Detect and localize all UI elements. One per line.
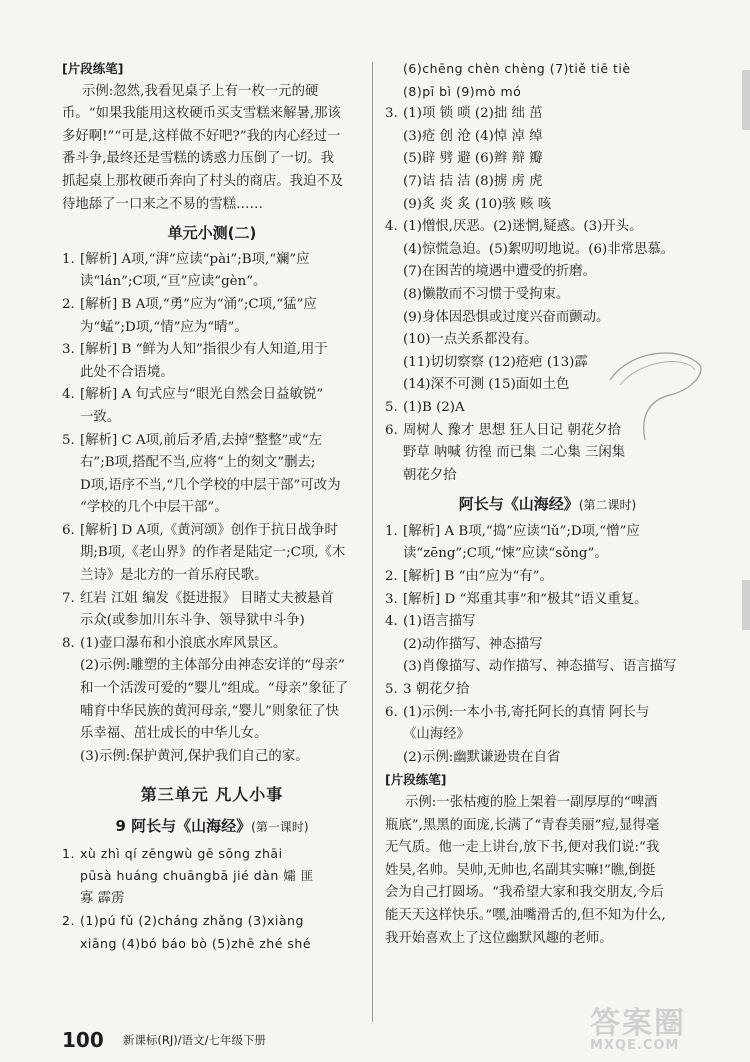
unit-heading: 第三单元 凡人小事	[140, 785, 284, 805]
answer-text: (1)B (2)A	[403, 399, 465, 415]
answer-number: 2.	[62, 296, 75, 312]
paragraph-line: 抓起桌上那枚硬币奔向了村头的商店。我迫不及	[62, 173, 344, 189]
answer-text: (1)憎恨,厌恶。(2)迷惘,疑惑。(3)开头。	[403, 219, 643, 235]
answer-text: (1)示例:一本小书,寄托阿长的真情 阿长与	[403, 704, 650, 720]
watermark-logo	[590, 998, 740, 1058]
answer-number: 8.	[62, 635, 75, 651]
lesson-title: 阿长与《山海经》	[458, 495, 579, 514]
left-column	[62, 58, 362, 956]
answer-number: 5.	[62, 432, 75, 448]
answer-item	[62, 294, 362, 317]
answer-number: 3.	[385, 591, 398, 607]
paragraph-line: 示例:忽然,我看见桌子上有一枚一元的硬	[82, 83, 319, 99]
answer-continuation: (8)pī bì (9)mò mó	[403, 83, 522, 99]
paragraph-line: 会为自己打圆场。“我希望大家和我交朋友,今后	[385, 885, 664, 901]
paragraph-line: 币。“如果我能用这枚硬币买支雪糕来解暑,那该	[62, 106, 341, 122]
answer-text: [解析] A B项,“捣”应读“lǔ”;D项,“憎”应	[403, 523, 640, 539]
answer-continuation: 朝花夕拾	[403, 467, 457, 483]
watermark-sub: MXQE.COM	[590, 1038, 680, 1053]
answer-continuation: 《山海经》	[403, 727, 470, 743]
answer-item	[385, 103, 710, 126]
answer-number: 6.	[62, 522, 75, 538]
answer-continuation: pūsà huáng chuāngbā jié dàn 孀 匪	[80, 868, 314, 884]
paragraph-line: 我开始喜欢上了这位幽默风趣的老师。	[385, 930, 613, 946]
answer-item	[62, 384, 362, 407]
practice-tag: [片段练笔]	[385, 772, 447, 788]
answer-text: [解析] C A项,前后矛盾,去掉“整整”或“左	[80, 432, 323, 448]
practice-tag: [片段练笔]	[62, 61, 124, 76]
answer-text: [解析] B A项,“勇”应为“涌”;C项,“猛”应	[80, 296, 317, 312]
answer-text: (1)壶口瀑布和小浪底水库风景区。	[80, 635, 287, 651]
answer-item	[62, 249, 362, 272]
answer-continuation: 一致。	[80, 409, 121, 425]
right-column	[385, 58, 710, 950]
lesson-heading	[385, 493, 710, 517]
answer-continuation: 乐幸福、茁壮成长的中华儿女。	[80, 726, 268, 742]
answer-continuation: (14)深不可测 (15)面如土色	[403, 377, 570, 393]
answer-text: (1)语言描写	[403, 614, 476, 630]
answer-number: 2.	[385, 569, 398, 585]
answer-text: 周树人 豫才 思想 狂人日记 朝花夕拾	[403, 422, 621, 438]
pencil-scribble-mark	[600, 340, 710, 450]
answer-continuation: (2)示例:幽默谦逊贵在自省	[403, 749, 561, 765]
answer-continuation: xiāng (4)bó báo bò (5)zhē zhé shé	[80, 935, 312, 951]
answer-continuation: (9)身体因恐惧或过度兴奋而颤动。	[403, 309, 610, 325]
answer-number: 1.	[385, 523, 398, 539]
paragraph-line: 待地舔了一口来之不易的雪糕……	[62, 196, 263, 212]
answer-item	[385, 611, 710, 634]
answer-number: 7.	[62, 590, 75, 606]
answer-item	[62, 910, 362, 933]
answer-number: 5.	[385, 682, 398, 698]
paragraph-line: 姓吴,名帅。吴帅,无帅也,名副其实嘛!”瞧,倒挺	[385, 862, 656, 878]
answer-continuation: D项,语序不当,“几个学校的中层干部”可改为	[80, 477, 341, 493]
answer-item	[62, 339, 362, 362]
lesson-title: 9 阿长与《山海经》	[115, 817, 252, 835]
column-divider	[372, 62, 373, 1022]
answer-continuation: (7)诘 拮 洁 (8)掳 虏 虎	[403, 173, 543, 189]
answer-text: 3 朝花夕拾	[403, 682, 470, 698]
answer-number: 4.	[62, 387, 75, 403]
answer-continuation: (8)懒散而不习惯于受拘束。	[403, 286, 570, 302]
answer-item	[385, 216, 710, 239]
answer-item	[62, 430, 362, 453]
paragraph-line: 无气质。他一走上讲台,放下书,便对我们说:“我	[385, 840, 660, 856]
section-heading: 单元小测(二)	[167, 224, 257, 243]
answer-continuation: (5)辟 劈 避 (6)辫 辩 瓣	[403, 151, 543, 167]
answer-item	[385, 521, 710, 544]
answer-continuation: 读“lán”;C项,“亘”应读“gèn”。	[80, 274, 267, 290]
answer-item	[62, 588, 362, 611]
answer-continuation: (7)在困苦的境遇中遭受的折磨。	[403, 264, 597, 280]
lesson-period: (第一课时)	[251, 820, 309, 834]
answer-number: 1.	[62, 845, 75, 861]
paragraph-line: 番斗争,最终还是雪糕的诱惑力压倒了一切。我	[62, 151, 335, 167]
lesson-period: (第二课时)	[578, 498, 637, 513]
answer-continuation: (10)一点关系都没有。	[403, 332, 538, 348]
answer-continuation: (11)切切察察 (12)疮疤 (13)霹	[403, 354, 588, 370]
book-info: 新课标(RJ)/语文/七年级下册	[122, 1033, 266, 1047]
answer-continuation: (3)示例:保护黄河,保护我们自己的家。	[80, 748, 309, 764]
answer-item	[62, 633, 362, 656]
answer-continuation: (2)动作描写、神态描写	[403, 636, 543, 652]
watermark-main: 答案圈	[590, 1006, 686, 1041]
answer-number: 5.	[385, 399, 398, 415]
answer-continuation: 此处不合语境。	[80, 364, 174, 380]
lesson-heading	[62, 815, 362, 839]
answer-number: 3.	[62, 342, 75, 358]
answer-continuation: 右”;B项,搭配不当,应将“上的刻文”删去;	[80, 455, 316, 471]
answer-number: 6.	[385, 704, 398, 720]
paragraph-line: 瓶底”,黑黑的面庞,长满了“青春美丽”痘,显得毫	[385, 817, 660, 833]
answer-item	[385, 702, 710, 725]
answer-continuation: 兰诗》是北方的一首乐府民歌。	[80, 568, 268, 584]
answer-continuation: (4)惊慌急迫。(5)絮叨叨地说。(6)非常思慕。	[403, 241, 675, 257]
answer-continuation: (2)示例:雕塑的主体部分由神态安详的“母亲”	[80, 658, 345, 674]
answer-number: 4.	[385, 614, 398, 630]
answer-number: 6.	[385, 422, 398, 438]
scan-edge-mark	[742, 580, 750, 630]
answer-continuation: “学校的几个中层干部”。	[80, 500, 228, 516]
answer-continuation: 读“zēng”;C项,“悚”应读“sǒng”。	[403, 546, 608, 562]
answer-text: [解析] B “鲜为人知”指很少有人知道,用于	[80, 342, 328, 358]
paragraph-line: 能天天这样快乐。”嘿,油嘴滑舌的,但不知为什么,	[385, 907, 666, 923]
page-number: 100	[62, 1028, 104, 1052]
answer-item	[385, 566, 710, 589]
answer-number: 3.	[385, 106, 398, 122]
answer-number: 2.	[62, 913, 75, 929]
paragraph-line: 多好啊!”“可是,这样做不好吧?”我的内心经过一	[62, 128, 341, 144]
page-footer	[62, 1028, 266, 1052]
answer-number: 4.	[385, 219, 398, 235]
answer-continuation: 哺育中华民族的黄河母亲,“婴儿”则象征了快	[80, 703, 339, 719]
answer-item	[62, 520, 362, 543]
answer-continuation: 期;B项,《老山界》的作者是陆定一;C项,《木	[80, 545, 346, 561]
answer-continuation: (3)肖像描写、动作描写、神态描写、语言描写	[403, 659, 677, 675]
answer-text: [解析] B “由”应为“有”。	[403, 569, 553, 585]
paragraph-line: 示例:一张枯瘦的脸上架着一副厚厚的“啤酒	[405, 795, 658, 810]
answer-text: [解析] D “郑重其事”和“极其”语义重复。	[403, 591, 648, 607]
answer-continuation: (6)chēng chèn chèng (7)tiě tiē tiè	[403, 61, 631, 76]
answer-text: (1)项 锁 唢 (2)拙 绌 茁	[403, 106, 543, 122]
answer-continuation: 示众(或参加川东斗争、领导狱中斗争)	[80, 613, 305, 629]
answer-continuation: 和一个活泼可爱的“婴儿”组成。“母亲”象征了	[80, 681, 349, 697]
answer-text: 红岩 江姐 编发《挺进报》 目睹丈夫被悬首	[80, 590, 334, 606]
answer-item	[385, 589, 710, 612]
answer-continuation: 寡 霹雳	[80, 890, 125, 906]
answer-continuation: 为“蜢”;D项,“情”应为“晴”。	[80, 319, 248, 335]
answer-continuation: (9)炙 炎 炙 (10)骇 赅 咳	[403, 196, 552, 212]
answer-number: 1.	[62, 251, 75, 267]
answer-text: [解析] A项,“湃”应读“pài”;B项,“斓”应	[80, 251, 310, 267]
answer-continuation: (3)疮 创 沧 (4)悼 淖 绰	[403, 128, 543, 144]
answer-item	[62, 843, 362, 866]
answer-continuation: 野草 呐喊 彷徨 而已集 二心集 三闲集	[403, 445, 626, 461]
answer-text: xù zhì qí zēngwù gē sōng zhāi	[80, 845, 283, 861]
scan-edge-mark	[742, 70, 750, 130]
answer-text: [解析] A 句式应与“眼光自然会日益敏锐”	[80, 387, 324, 403]
answer-item	[385, 679, 710, 702]
answer-text: [解析] D A项,《黄河颂》创作于抗日战争时	[80, 522, 338, 538]
answer-text: (1)pú fǔ (2)cháng zhǎng (3)xiàng	[80, 913, 304, 929]
